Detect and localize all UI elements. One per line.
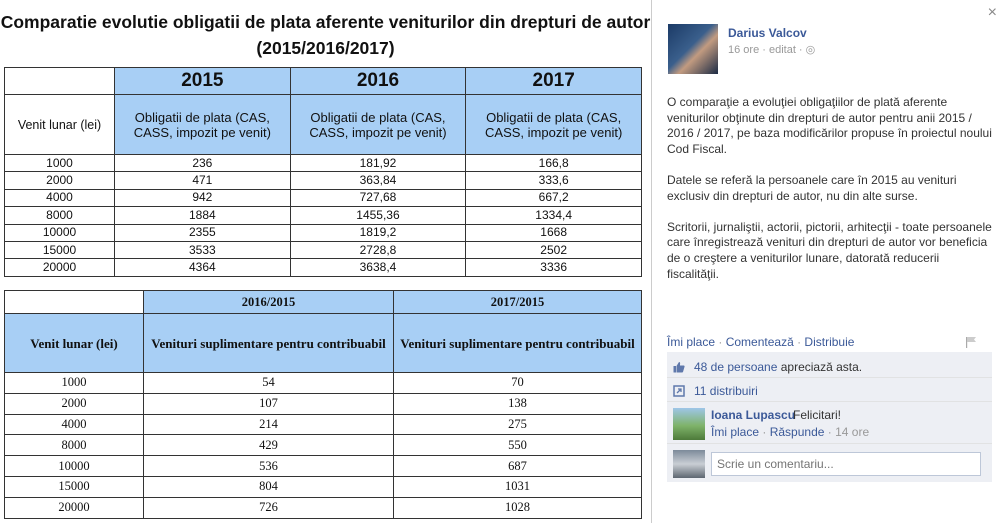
table-row: [5, 456, 642, 477]
post-text: [667, 95, 992, 298]
likes-text: apreciază asta.: [777, 360, 863, 374]
t1-sub-header: Obligatii de plata (CAS, CASS, impozit pe venit): [290, 95, 466, 155]
close-icon[interactable]: ×: [987, 4, 997, 21]
globe-icon: ◎: [805, 44, 816, 56]
t2-value-cell: 138: [394, 393, 642, 414]
t2-income-cell: 4000: [5, 414, 144, 435]
t1-value-cell: 1455,36: [290, 207, 466, 224]
t1-sub-header: Obligatii de plata (CAS, CASS, impozit pe venit): [115, 95, 291, 155]
commenter-name[interactable]: Ioana Lupascu: [711, 408, 796, 422]
table-row: [5, 435, 642, 456]
comment-like-button[interactable]: Îmi place: [711, 425, 760, 439]
t2-row-header: Venit lunar (lei): [5, 314, 144, 373]
separator: ·: [715, 335, 726, 349]
post-meta: [728, 43, 815, 56]
t2-value-cell: 107: [144, 393, 394, 414]
t1-value-cell: 471: [115, 172, 291, 189]
feedback-box: [667, 352, 992, 482]
commenter-avatar[interactable]: [673, 408, 705, 440]
table-row: [5, 476, 642, 497]
reply-button[interactable]: Răspunde: [769, 425, 825, 439]
t1-value-cell: 2502: [466, 241, 642, 258]
t1-value-cell: 1884: [115, 207, 291, 224]
table-row: [5, 172, 642, 189]
table-row: [5, 259, 642, 276]
t2-value-cell: 214: [144, 414, 394, 435]
likes-link[interactable]: 48 de persoane: [694, 360, 778, 374]
author-avatar[interactable]: [668, 24, 718, 74]
t1-corner: [5, 68, 115, 95]
photo-title-line1: Comparatie evolutie obligatii de plata aferente veniturilor din drepturi de autor: [0, 12, 651, 32]
separator: ·: [824, 425, 836, 439]
table-row: [5, 497, 642, 518]
t1-value-cell: 166,8: [466, 155, 642, 172]
comment-button[interactable]: Comentează: [725, 335, 794, 349]
t1-value-cell: 3336: [466, 259, 642, 276]
post-actions: [667, 335, 854, 349]
t2-income-cell: 8000: [5, 435, 144, 456]
t2-value-cell: 550: [394, 435, 642, 456]
t2-income-cell: 20000: [5, 497, 144, 518]
t2-value-cell: 726: [144, 497, 394, 518]
t2-sub-header: Venituri suplimentare pentru contribuabil: [394, 314, 642, 373]
t2-value-cell: 275: [394, 414, 642, 435]
comment-actions: [711, 425, 869, 439]
post-time[interactable]: 16 ore · editat ·: [728, 44, 806, 56]
shares-link[interactable]: 11 distribuiri: [694, 384, 758, 398]
t2-value-cell: 70: [394, 373, 642, 394]
author-name[interactable]: Darius Valcov: [728, 26, 807, 40]
t1-value-cell: 727,68: [290, 189, 466, 206]
shares-row: [667, 380, 992, 402]
t2-corner: [5, 291, 144, 314]
thumbs-up-icon: [673, 361, 685, 373]
t1-value-cell: 667,2: [466, 189, 642, 206]
t2-value-cell: 1031: [394, 476, 642, 497]
t2-sub-header: Venituri suplimentare pentru contribuabil: [144, 314, 394, 373]
table-row: [5, 207, 642, 224]
comment-time[interactable]: 14 ore: [835, 425, 870, 439]
t1-value-cell: 236: [115, 155, 291, 172]
t1-value-cell: 2355: [115, 224, 291, 241]
t1-value-cell: 181,92: [290, 155, 466, 172]
t1-year-header: 2016: [290, 68, 466, 95]
t2-period-header: 2016/2015: [144, 291, 394, 314]
t1-row-header: Venit lunar (lei): [5, 95, 115, 155]
t1-value-cell: 3533: [115, 241, 291, 258]
share-button[interactable]: Distribuie: [804, 335, 855, 349]
t2-income-cell: 2000: [5, 393, 144, 414]
t2-income-cell: 1000: [5, 373, 144, 394]
t1-value-cell: 363,84: [290, 172, 466, 189]
t1-value-cell: 3638,4: [290, 259, 466, 276]
table-row: [5, 393, 642, 414]
t1-value-cell: 333,6: [466, 172, 642, 189]
t2-value-cell: 687: [394, 456, 642, 477]
table-row: [5, 224, 642, 241]
post-paragraph: Datele se referă la persoanele care în 2015 au venituri exclusiv din drepturi de autor, nu din alte surse.: [667, 172, 957, 203]
post-paragraph: O comparaţie a evoluţiei obligaţiilor de plată aferente veniturilor obţinute din drepturi de autor pentru anii 2015 / 2016 / 2017, pe baza modificărilor propuse în proiectul noului Cod Fiscal.: [667, 95, 992, 156]
photo-title-line2: (2015/2016/2017): [256, 38, 395, 58]
t2-period-header: 2017/2015: [394, 291, 642, 314]
t1-income-cell: 20000: [5, 259, 115, 276]
table-row: [5, 414, 642, 435]
t2-income-cell: 15000: [5, 476, 144, 497]
write-comment-row: [667, 448, 992, 480]
t2-value-cell: 54: [144, 373, 394, 394]
flag-icon[interactable]: [965, 336, 977, 348]
table-row: [5, 241, 642, 258]
t1-value-cell: 4364: [115, 259, 291, 276]
t2-value-cell: 429: [144, 435, 394, 456]
t1-income-cell: 4000: [5, 189, 115, 206]
t1-value-cell: 1334,4: [466, 207, 642, 224]
table-row: [5, 189, 642, 206]
post-paragraph: Scritorii, jurnaliştii, actorii, pictorii, arhitecţii - toate persoanele care înregistrează venituri din drepturi de autor vor beneficia de o creştere a veniturilor lunare, datorată reducerii fiscalităţii.: [667, 219, 992, 281]
extra-income-table: [4, 290, 642, 519]
t1-value-cell: 942: [115, 189, 291, 206]
t1-year-header: 2017: [466, 68, 642, 95]
t1-value-cell: 1668: [466, 224, 642, 241]
table-row: [5, 155, 642, 172]
comment-input[interactable]: [711, 452, 981, 476]
likes-row: [667, 356, 992, 378]
t1-income-cell: 1000: [5, 155, 115, 172]
like-button[interactable]: Îmi place: [667, 335, 716, 349]
t2-value-cell: 536: [144, 456, 394, 477]
t2-value-cell: 804: [144, 476, 394, 497]
t1-income-cell: 2000: [5, 172, 115, 189]
t1-year-header: 2015: [115, 68, 291, 95]
table-row: [5, 373, 642, 394]
post-panel: [651, 0, 1005, 523]
separator: ·: [793, 335, 805, 349]
t1-sub-header: Obligatii de plata (CAS, CASS, impozit pe venit): [466, 95, 642, 155]
photo-title: [0, 9, 651, 61]
t1-income-cell: 15000: [5, 241, 115, 258]
t1-value-cell: 1819,2: [290, 224, 466, 241]
t1-income-cell: 8000: [5, 207, 115, 224]
t2-value-cell: 1028: [394, 497, 642, 518]
obligations-table: [4, 67, 642, 277]
comment-item: [667, 404, 992, 444]
viewer-avatar: [673, 450, 705, 478]
t2-income-cell: 10000: [5, 456, 144, 477]
t1-value-cell: 2728,8: [290, 241, 466, 258]
comment-text: Felicitari!: [793, 408, 842, 422]
share-icon: [673, 385, 685, 397]
separator: ·: [759, 425, 770, 439]
t1-income-cell: 10000: [5, 224, 115, 241]
